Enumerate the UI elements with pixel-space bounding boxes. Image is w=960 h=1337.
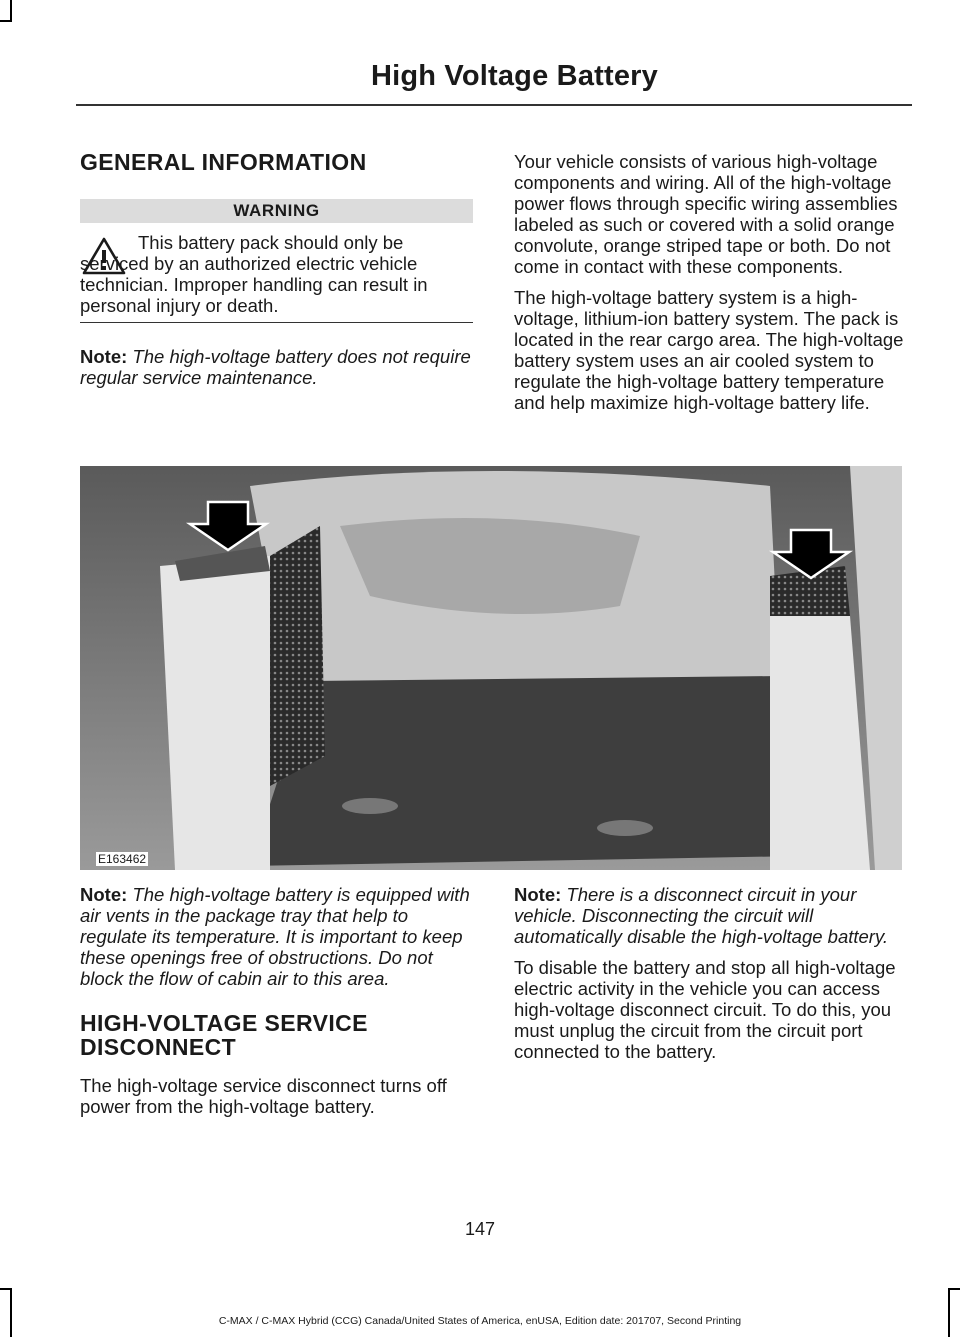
footer-text: C-MAX / C-MAX Hybrid (CCG) Canada/United States of America, enUSA, Edition date: 201707, Second Printing bbox=[218, 1315, 742, 1327]
figure-label: E163462 bbox=[98, 852, 147, 866]
paragraph-disconnect: The high-voltage service disconnect turns off power from the high-voltage battery. bbox=[80, 1075, 447, 1117]
warning-text bbox=[80, 232, 475, 316]
note-maintenance bbox=[80, 346, 475, 388]
warning-body: This battery pack should only be serviced by an authorized electric vehicle technician. Improper handling can result in personal injury or death. bbox=[80, 232, 428, 316]
lower-right-column bbox=[514, 884, 909, 1062]
note-label: Note: bbox=[80, 346, 128, 367]
left-column bbox=[80, 150, 475, 174]
section-heading-general: GENERAL INFORMATION bbox=[80, 149, 367, 175]
section-heading-disconnect: HIGH-VOLTAGE SERVICE DISCONNECT bbox=[80, 1010, 368, 1060]
note-label: Note: bbox=[80, 884, 128, 905]
note-text: The high-voltage battery does not require regular service maintenance. bbox=[80, 346, 471, 388]
crop-mark bbox=[948, 1288, 960, 1290]
paragraph-components: Your vehicle consists of various high-voltage components and wiring. All of the high-voltage power flows through specific wiring assemblies labeled as such or covered with a solid orange convolute, orange striped tape or both. Do not come in contact with these components. bbox=[514, 151, 898, 277]
page-title: High Voltage Battery bbox=[370, 60, 658, 92]
warning-divider bbox=[80, 322, 473, 323]
lower-left-column bbox=[80, 884, 475, 1117]
page-number: 147 bbox=[464, 1219, 496, 1239]
crop-mark bbox=[10, 0, 12, 22]
header-divider bbox=[76, 104, 912, 106]
crop-mark bbox=[0, 1288, 12, 1290]
crop-mark bbox=[10, 1288, 12, 1337]
note-label: Note: bbox=[514, 884, 562, 905]
note-text: The high-voltage battery is equipped with air vents in the package tray that help to regulate its temperature. It is important to keep these openings free of obstructions. Do not block the flow of cabin air to this area. bbox=[80, 884, 470, 989]
paragraph-battery-system: The high-voltage battery system is a high-voltage, lithium-ion battery system. The pack is located in the rear cargo area. The high-voltage battery system uses an air cooled system to regulate the high-voltage battery temperature and help maximize high-voltage battery life. bbox=[514, 287, 904, 413]
crop-mark bbox=[948, 1288, 950, 1337]
cargo-area-photo bbox=[80, 466, 902, 870]
cargo-area-illustration bbox=[80, 466, 902, 870]
paragraph-disable-battery: To disable the battery and stop all high-voltage electric activity in the vehicle you can access high-voltage disconnect circuit. To do this, you must unplug the circuit from the circuit port connected to the battery. bbox=[514, 957, 896, 1062]
note-text: There is a disconnect circuit in your vehicle. Disconnecting the circuit will automatically disable the high-voltage battery. bbox=[514, 884, 888, 947]
warning-bar: WARNING bbox=[80, 199, 473, 223]
crop-mark bbox=[0, 20, 12, 22]
right-column bbox=[514, 151, 909, 413]
